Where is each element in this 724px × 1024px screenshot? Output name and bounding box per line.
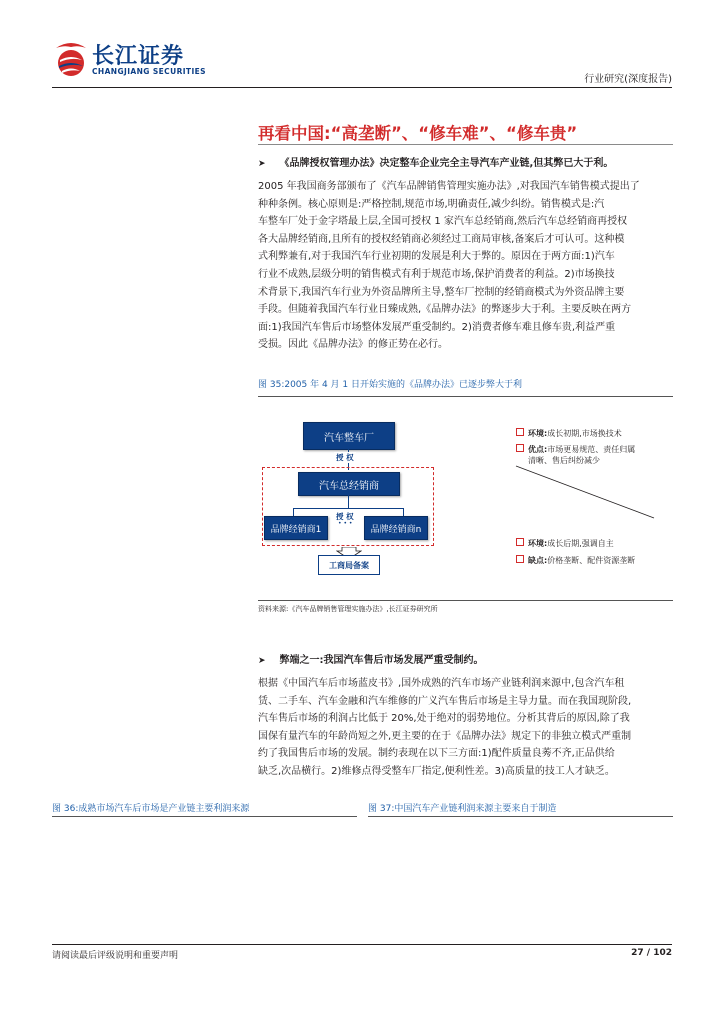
figure-37-caption: 图 37:中国汽车产业链利润来源主要来自于制造 — [368, 804, 557, 814]
authorization-label: 授 权 — [336, 512, 354, 521]
header-divider — [52, 87, 672, 88]
paragraph-line: 面:1)我国汽车售后市场整体发展严重受制约。2)消费者修车难且修车贵,利益严重 — [258, 321, 616, 333]
bullet-square-icon — [516, 555, 524, 563]
note-text: 成长后期,强调自主 — [547, 539, 614, 548]
paragraph-line: 手段。但随着我国汽车行业日臻成熟,《品牌办法》的弊逐步大于利。主要反映在两方 — [258, 304, 632, 316]
figure-36-caption: 图 36:成熟市场汽车后市场是产业链主要利润来源 — [52, 804, 250, 814]
ellipsis: • • • — [338, 520, 353, 527]
logo-wordmark-cn: 长江证券 — [92, 44, 185, 69]
paragraph-line: 国保有量汽车的年龄尚短之外,更主要的在于《品牌办法》规定下的非独立模式严重制 — [258, 730, 632, 742]
note-top-2 — [516, 444, 635, 455]
note-label: 环境: — [528, 539, 548, 548]
key-point-1 — [258, 154, 613, 169]
note-text: 清晰、售后纠纷减少 — [528, 456, 600, 465]
figure-35-bottom-rule — [258, 600, 673, 601]
connector-line — [293, 508, 403, 509]
title-divider — [258, 144, 673, 145]
paragraph-line: 汽车售后市场的利润占比低于 20%,处于绝对的弱势地位。分析其背后的原因,除了我 — [258, 713, 630, 725]
paragraph-line: 种种条例。核心原则是:严格控制,规范市场,明确责任,减少纠纷。销售模式是:汽 — [258, 198, 605, 210]
paragraph-line: 根据《中国汽车后市场蓝皮书》,国外成熟的汽车市场产业链利润来源中,包含汽车租 — [258, 678, 625, 689]
figure-35-top-rule — [258, 396, 673, 397]
page-number: 27 / 102 — [631, 948, 672, 958]
paragraph-line: 行业不成熟,层级分明的销售模式有利于规范市场,保护消费者的利益。2)市场换技 — [258, 268, 615, 280]
connector-line — [403, 508, 404, 516]
figure-36-rule — [52, 816, 357, 817]
bullet-square-icon — [516, 428, 524, 436]
paragraph-line: 术背景下,我国汽车行业为外资品牌所主导,整车厂控制的经销商模式为外资品牌主要 — [258, 286, 625, 298]
connector-line — [293, 508, 294, 516]
figure-35-caption: 图 35:2005 年 4 月 1 日开始实施的《品牌办法》已逐步弊大于利 — [258, 380, 523, 390]
section-title: 再看中国:“高垄断”、“修车难”、“修车贵” — [258, 124, 578, 143]
paragraph-line: 受损。因此《品牌办法》的修正势在必行。 — [258, 339, 448, 351]
business-registry-box: 工商局备案 — [318, 555, 380, 575]
manufacturer-box: 汽车整车厂 — [303, 422, 395, 450]
paragraph-line: 缺乏,次品横行。2)维修点得受整车厂指定,便利性差。3)高质量的技工人才缺乏。 — [258, 765, 615, 777]
company-logo — [52, 38, 90, 78]
note-bottom-1 — [516, 538, 614, 549]
dealer-structure-diagram — [258, 400, 673, 596]
key-point-2-text: 弊端之一:我国汽车售后市场发展严重受制约。 — [279, 655, 484, 666]
note-text: 市场更易规范、责任归属 — [547, 445, 636, 454]
note-label: 优点: — [528, 445, 548, 454]
paragraph-line: 各大品牌经销商,且所有的授权经销商必须经过工商局审核,备案后才可认可。这种模 — [258, 233, 625, 245]
brand-dealer-1-box: 品牌经销商1 — [264, 516, 328, 540]
note-label: 环境: — [528, 429, 548, 438]
paragraph-line: 约了我国售后市场的发展。制约表现在以下三方面:1)配件质量良莠不齐,正品供给 — [258, 748, 615, 760]
paragraph-1 — [258, 178, 674, 354]
figure-35-source: 资料来源:《汽车品牌销售管理实施办法》,长江证券研究所 — [258, 605, 438, 613]
paragraph-line: 2005 年我国商务部颁布了《汽车品牌销售管理实施办法》,对我国汽车销售模式提出了 — [258, 181, 640, 192]
key-point-2 — [258, 651, 484, 666]
paragraph-line: 车整车厂处于金字塔最上层,全国可授权 1 家汽车总经销商,然后汽车总经销商再授权 — [258, 216, 628, 228]
note-text: 成长初期,市场换技术 — [547, 429, 622, 438]
paragraph-2 — [258, 675, 674, 781]
figure-37-rule — [368, 816, 673, 817]
connector-line — [348, 494, 349, 508]
paragraph-line: 式利弊兼有,对于我国汽车行业初期的发展是利大于弊的。原因在于两方面:1)汽车 — [258, 251, 615, 263]
logo-wordmark-en: CHANGJIANG SECURITIES — [92, 67, 206, 76]
note-bottom-2 — [516, 555, 635, 566]
bullet-arrow-icon: ➤ — [258, 656, 266, 666]
authorization-label: 授 权 — [336, 453, 354, 462]
bullet-arrow-icon: ➤ — [258, 159, 266, 169]
paragraph-line: 赁、二手车、汽车金融和汽车维修的广义汽车售后市场是主导力量。而在我国现阶段, — [258, 695, 632, 707]
distributor-box: 汽车总经销商 — [298, 472, 400, 496]
bullet-square-icon — [516, 444, 524, 452]
note-top-1 — [516, 428, 622, 439]
note-label: 缺点: — [528, 556, 548, 565]
footer-disclaimer: 请阅读最后评级说明和重要声明 — [52, 951, 179, 961]
note-text: 价格垄断、配件资源垄断 — [547, 556, 636, 565]
key-point-1-text: 《品牌授权管理办法》决定整车企业完全主导汽车产业链,但其弊已大于利。 — [279, 158, 614, 169]
report-type-label: 行业研究(深度报告) — [584, 74, 672, 85]
footer-divider — [52, 944, 672, 945]
bullet-square-icon — [516, 538, 524, 546]
brand-dealer-n-box: 品牌经销商n — [364, 516, 428, 540]
